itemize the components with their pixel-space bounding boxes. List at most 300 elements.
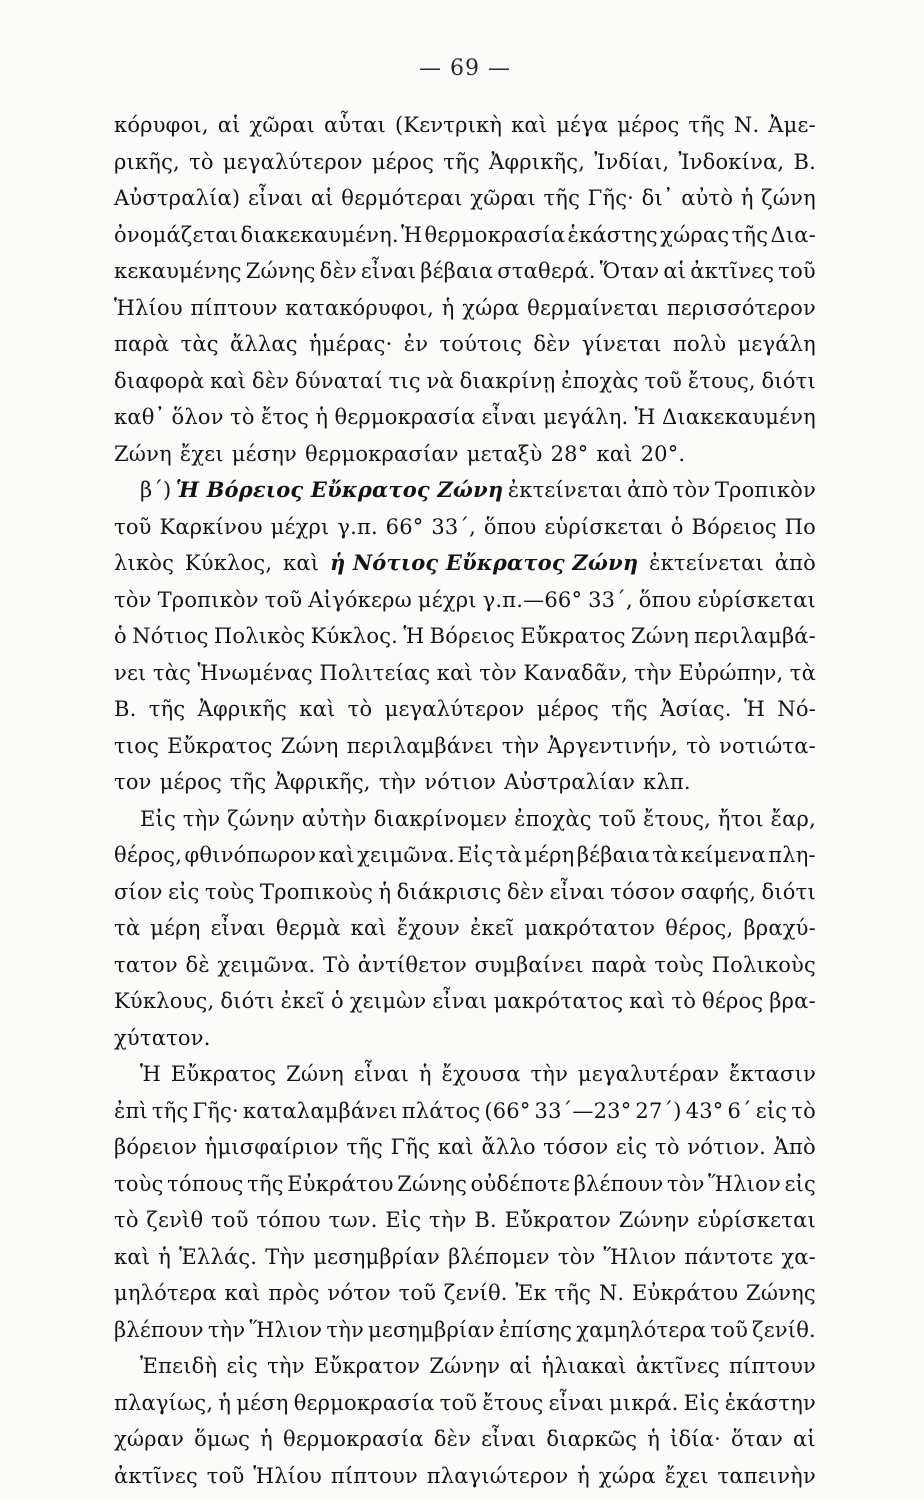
word: νότιον (424, 770, 497, 794)
word: 33΄, (588, 587, 633, 612)
word: Ἀμε- (768, 113, 816, 137)
word: αἱ (217, 113, 241, 137)
word: 43° (685, 1098, 724, 1123)
word: Εὔκρατος (520, 624, 626, 648)
word: μεγάλη (737, 332, 816, 356)
word: ἡ (418, 1062, 432, 1086)
word: βέβαια (420, 259, 494, 283)
word: θερμοκρασία (282, 1427, 424, 1451)
word: τατον (114, 952, 178, 977)
text-line (114, 728, 816, 765)
word: τιος (114, 733, 160, 758)
word: τῆς (443, 149, 480, 174)
word: ἐποχὰς (561, 368, 639, 393)
word: ἐποχὰς (514, 806, 592, 831)
word: Ἥλιον (603, 1244, 677, 1269)
word: Εὔκρατος (170, 1062, 277, 1086)
word: ἐκεῖ (470, 916, 515, 940)
word: καθ᾿ (114, 405, 166, 429)
word: εἶναι (247, 186, 304, 210)
word: θερμότεραι (341, 186, 463, 210)
word: τὰς (152, 660, 192, 685)
word: Τὴν (265, 1244, 306, 1269)
word: τῆς (151, 1098, 189, 1123)
word: Καναδᾶν, (523, 660, 629, 685)
word: καὶ (350, 916, 387, 940)
text-line (114, 472, 816, 509)
text-line (114, 290, 816, 327)
word: Εὔκρατος (167, 733, 273, 758)
text-line (114, 253, 816, 290)
word: δὲν (433, 1427, 472, 1451)
word: Ἀσίας. (660, 697, 732, 721)
text-line (114, 399, 816, 436)
word: σαφής, (680, 879, 757, 904)
word: τοῦ (644, 368, 683, 393)
word: Κύκλος, (184, 551, 273, 575)
word: ἡ (378, 879, 392, 904)
word: Εὔκρατον (313, 1354, 421, 1378)
word: Ἡ (634, 405, 656, 429)
word: Β. (114, 697, 137, 721)
word: χώρα (462, 295, 520, 320)
word: μέγα (556, 113, 609, 137)
word: δὲ (185, 952, 210, 977)
word: εἰς (226, 1354, 258, 1378)
text-line (114, 1348, 816, 1385)
word: Ἐπειδὴ (140, 1354, 218, 1378)
word: νοτιώτα- (719, 733, 816, 758)
text-line (114, 947, 816, 984)
word: πλη- (768, 843, 816, 867)
text-line (114, 509, 816, 546)
word: χαμηλότερα (576, 1317, 707, 1342)
word: Ζώνης (245, 259, 316, 283)
word: Ἀργεντινήν, (547, 733, 679, 758)
word: μέρος (536, 697, 599, 721)
word: Εὐκράτου (287, 1171, 394, 1196)
word: τῆς (611, 697, 648, 721)
word: (Κεντρικὴ (394, 113, 503, 137)
word: τοὺς (654, 952, 704, 977)
word: ἐκτείνεται (649, 551, 764, 575)
word: τῆς (148, 697, 186, 721)
word: μέρος (159, 770, 222, 794)
word: Ν. (598, 1281, 625, 1305)
word: Νό- (777, 697, 816, 721)
body-text (114, 107, 816, 1494)
word: διότι (761, 879, 816, 904)
word: καὶ (210, 368, 247, 393)
word: ὅπου (483, 514, 537, 539)
text-line (114, 582, 816, 619)
word: 66° (385, 514, 424, 539)
word: μεγαλυτέραν (577, 1062, 720, 1086)
word: παρὰ (591, 952, 647, 977)
word: τοῦ (439, 1390, 478, 1415)
word: ζώνη (761, 186, 816, 210)
word: ὁ (330, 989, 344, 1013)
word: τὴν (207, 1317, 246, 1342)
word: πλάτος (401, 1098, 481, 1123)
text-line (114, 545, 816, 582)
word: τον (114, 770, 152, 794)
word: ἡ (647, 1427, 661, 1451)
word: 6΄ (727, 1098, 752, 1123)
word: χῶραι (470, 186, 536, 210)
word: τὸ (791, 1098, 816, 1123)
word: τούτοις (439, 332, 523, 356)
word: τὴν (634, 660, 672, 685)
word: αὗται (324, 113, 386, 137)
word: χειμῶνα. (357, 843, 455, 867)
word: ἡ (218, 1390, 232, 1415)
text-line (114, 1202, 816, 1239)
word: γ.π.—66° (482, 587, 583, 612)
word: ὅμως (194, 1427, 251, 1451)
word: εἶναι (548, 1390, 604, 1415)
word: Ἑλλάς. (179, 1244, 258, 1269)
word: κατακόρυφοι, (285, 295, 434, 320)
word: τοῦ (206, 1463, 245, 1488)
word: ἔτους (482, 1390, 544, 1415)
word: θερμαίνεται (527, 295, 659, 320)
word: χῶραι (249, 113, 316, 137)
word: Ν. (733, 113, 760, 137)
word: χειμὼν (349, 989, 427, 1013)
word: καὶ (437, 1135, 474, 1159)
text-line (114, 1166, 816, 1203)
word: ἀπὸ (774, 551, 816, 575)
word: ὀνομάζεται (114, 222, 239, 247)
word: ζενίθ. (443, 1281, 508, 1305)
text-line (114, 1458, 816, 1495)
word: πολὺ (673, 332, 727, 356)
word: εἰς (615, 1135, 648, 1159)
word: τὸ (655, 1135, 680, 1159)
word: μέχρι (417, 587, 477, 612)
word: ἔχει (664, 1463, 709, 1488)
word: τόσον (610, 879, 676, 904)
word: ἡ (441, 295, 455, 320)
word: νει (114, 660, 147, 685)
word: βόρειον (114, 1135, 198, 1159)
word: ἡμισφαίριον (204, 1135, 339, 1159)
word: εἰς (755, 1098, 788, 1123)
word: εἶναι (353, 1062, 410, 1086)
word: δὲν (251, 368, 290, 393)
word: τῆς (554, 1281, 592, 1305)
word: ἀπὸ (627, 478, 669, 502)
word: ζώνην (227, 806, 295, 831)
word: τόσον (543, 1135, 609, 1159)
word: δι᾿ (641, 186, 674, 210)
word: πίπτουν (330, 1463, 418, 1488)
word: Τροπικὸν (714, 478, 816, 502)
word: μακρότατος (493, 989, 624, 1013)
word: βλέπουν (114, 1317, 204, 1342)
word: Εὐκράτου (631, 1281, 739, 1305)
word: τοῦ (778, 259, 816, 283)
word: τοῦ (264, 587, 303, 612)
text-line (114, 764, 816, 801)
word: θερμοκρασίαν (305, 441, 459, 466)
word: διακρίνῃ (459, 368, 556, 393)
word: Κύκλους, (114, 989, 215, 1013)
word: τῆς (247, 1171, 284, 1196)
word: 28° (550, 441, 589, 466)
text-line (114, 801, 816, 838)
word: Αὐστραλίαν (504, 770, 636, 794)
word: συμβαίνει (474, 952, 584, 977)
word: ἐκεῖ (280, 989, 325, 1013)
word: ζενίθ. (752, 1317, 816, 1342)
word: εἶναι (432, 989, 488, 1013)
word: θέρος, (665, 916, 734, 940)
text-line (114, 983, 816, 1020)
word: Εἰς (683, 1390, 720, 1415)
word: Αὐστραλία) (114, 186, 241, 210)
word: τοῦ (710, 1317, 749, 1342)
word: ἄλλο (481, 1135, 536, 1159)
word: βλέπουν (573, 1171, 664, 1196)
word: εἶναι (210, 916, 266, 940)
word: 20°. (640, 441, 686, 466)
word: πλαγιώτερον (426, 1463, 569, 1488)
word: τὴν (530, 1062, 569, 1086)
word: αὐτὴν (301, 806, 367, 831)
word: Βόρειος (429, 624, 516, 648)
word: ἡμέρας· (308, 332, 393, 356)
word: μεγαλύτερον (384, 697, 525, 721)
word: Ζώνη (114, 441, 172, 466)
word: περισσότερον (666, 295, 816, 320)
text-line (114, 1020, 816, 1057)
word: τὰ (789, 660, 816, 685)
word: τῆς (346, 1135, 383, 1159)
word: Β. (793, 149, 816, 174)
word: εἰς (784, 1171, 816, 1196)
word: εὑρίσκεται (544, 514, 663, 539)
word: τὰ (495, 843, 522, 867)
text-line (114, 1421, 816, 1458)
word: ἀκτῖνες (635, 1354, 720, 1378)
word: Ἡ (403, 624, 425, 648)
word: Ἐκ (515, 1281, 547, 1305)
word: εἰς (168, 879, 200, 904)
word: πάντοτε (684, 1244, 774, 1269)
word: ἡλιακαὶ (541, 1354, 627, 1378)
word: 33΄—23° (534, 1098, 632, 1123)
word: τὴν (501, 733, 540, 758)
word: μικρά. (609, 1390, 679, 1415)
word: ρικῆς, (114, 149, 180, 174)
word: καταλαμβάνει (242, 1098, 398, 1123)
word: καὶ (436, 660, 473, 685)
text-line (114, 107, 816, 144)
word: ὁ (670, 514, 684, 539)
word: Ἰνδίαι, (594, 149, 670, 174)
word: τὸ (671, 989, 697, 1013)
word: Εὔκρατον (504, 1208, 611, 1232)
word: μέρος (617, 113, 680, 137)
word: β΄) (140, 478, 172, 502)
word: ἔχουν (396, 916, 461, 940)
word: τὴν (378, 770, 417, 794)
word: γ.π. (337, 514, 378, 539)
word: μέρη (150, 916, 201, 940)
word: καὶ (283, 551, 320, 575)
word: ἀκτῖνες (114, 1463, 198, 1488)
word: χα- (781, 1244, 816, 1269)
word: ἄλλας (229, 332, 298, 356)
word: περιλαμβάνει (346, 733, 494, 758)
word: των. (328, 1208, 378, 1232)
word: χώρα (598, 1463, 656, 1488)
word: καὶ (224, 1281, 261, 1305)
word: ἔχουσα (441, 1062, 521, 1086)
word: μέση (236, 1390, 289, 1415)
text-line (114, 837, 816, 874)
word: Τὸ (323, 952, 351, 977)
word: ἡ (577, 1463, 590, 1488)
word: 27΄) (635, 1098, 682, 1123)
word: τὴν (429, 1208, 467, 1232)
word: Ἡ (140, 1062, 162, 1086)
word: Ἀφρικῆς, (488, 149, 586, 174)
word: τοῦ (598, 806, 637, 831)
word: παρὰ (114, 332, 170, 356)
word: βέβαια (576, 843, 650, 867)
bold-term: ἡ Νότιος Εὔκρατος Ζώνη (329, 550, 639, 575)
text-line (114, 1312, 816, 1349)
word: μέρος (371, 149, 435, 174)
word: Ἡλίου (253, 1463, 323, 1488)
word: Πολιτείας (319, 660, 431, 685)
word: Ἡνωμένας (197, 660, 313, 685)
word: καὶ (299, 697, 336, 721)
word: τὰ (652, 843, 679, 867)
text-line (114, 1129, 816, 1166)
word: Γῆς (390, 1135, 431, 1159)
word: δὲν (533, 332, 571, 356)
word: κεκαυμένης (114, 259, 242, 283)
text-line (114, 363, 816, 400)
word: τὰ (114, 916, 141, 940)
word: θέρος, (114, 843, 183, 867)
word: φθινόπωρον (184, 843, 317, 867)
word: μεταξὺ (466, 441, 543, 466)
word: πίπτουν (190, 295, 278, 320)
word: θερμοκρασία (424, 222, 566, 247)
word: Γῆς· (192, 1098, 239, 1123)
text-line (114, 326, 816, 363)
word: τῆς (688, 113, 725, 137)
text-line (114, 1056, 816, 1093)
word: τὸν (479, 660, 517, 685)
word: δύναταί (295, 368, 383, 393)
word: καὶ (114, 1244, 151, 1269)
text-line (114, 1385, 816, 1422)
word: τὴν (267, 1354, 305, 1378)
word: διαφορὰ (114, 368, 205, 393)
text-line (114, 180, 816, 217)
word: σταθερά. (497, 259, 596, 283)
word: εἶναι (481, 1427, 537, 1451)
word: ἐπίσης (498, 1317, 573, 1342)
word: βραχύ- (743, 916, 816, 940)
word: μεσημβρίαν (313, 1244, 441, 1269)
word: Καρκίνου (159, 514, 263, 539)
word: ὁ (114, 624, 127, 648)
word: τὸ (686, 733, 711, 758)
text-line (114, 436, 816, 473)
word: δὲν (319, 259, 357, 283)
word: νότιον. (687, 1135, 767, 1159)
text-line (114, 874, 816, 911)
word: τὸ (189, 149, 214, 174)
text-line (114, 144, 816, 181)
word: δὲν (506, 879, 545, 904)
word: ἰδία· (670, 1427, 721, 1451)
word: ἡ (740, 186, 754, 210)
word: μεσημβρίαν (368, 1317, 495, 1342)
word: καὶ (318, 843, 355, 867)
word: αἱ (793, 1427, 816, 1451)
word: ἔκτασιν (729, 1062, 816, 1086)
word: ἑκάστης (567, 222, 658, 247)
word: τόπους (167, 1171, 244, 1196)
word: κείμενα (680, 843, 766, 867)
word: πίπτουν (728, 1354, 816, 1378)
text-line (114, 1239, 816, 1276)
word: τὴν (182, 806, 221, 831)
word: καὶ (596, 441, 633, 466)
word: ἀντίθετον (357, 952, 467, 977)
word: Ζώνη (280, 733, 339, 758)
word: ἔτος (260, 405, 310, 429)
word: καὶ (629, 989, 666, 1013)
word: Ζώνην (429, 1354, 501, 1378)
word: ἐν (403, 332, 429, 356)
word: Ἡ (743, 697, 765, 721)
word: Ἡ (401, 222, 423, 247)
word: τὸν (672, 478, 711, 502)
word: Ἰνδοκίνα, (678, 149, 785, 174)
word: μεγάλη. (543, 405, 629, 429)
word: Ἀπὸ (773, 1135, 816, 1159)
word: βλέπομεν (448, 1244, 550, 1269)
word: θερμοκρασία (293, 1390, 435, 1415)
word: Β. (474, 1208, 497, 1232)
word: θερμοκρασία (334, 405, 476, 429)
word: μέσην (231, 441, 298, 466)
word: ζενὶθ (146, 1208, 204, 1232)
word: Νότιος (132, 624, 209, 648)
word: Τροπικοὺς (259, 879, 374, 904)
word: χώραν (114, 1427, 185, 1451)
word: τὰς (180, 332, 219, 356)
word: τόπου (256, 1208, 321, 1232)
word: Ἀφρικῆς (197, 697, 287, 721)
word: Ζώνην (618, 1208, 690, 1232)
word: εἶναι (549, 879, 605, 904)
word: βρα- (769, 989, 816, 1013)
text-line (114, 691, 816, 728)
word: ἐκτείνεται (507, 478, 623, 502)
word: πλαγίως, (114, 1390, 214, 1415)
word: ταπεινὴν (717, 1463, 816, 1488)
